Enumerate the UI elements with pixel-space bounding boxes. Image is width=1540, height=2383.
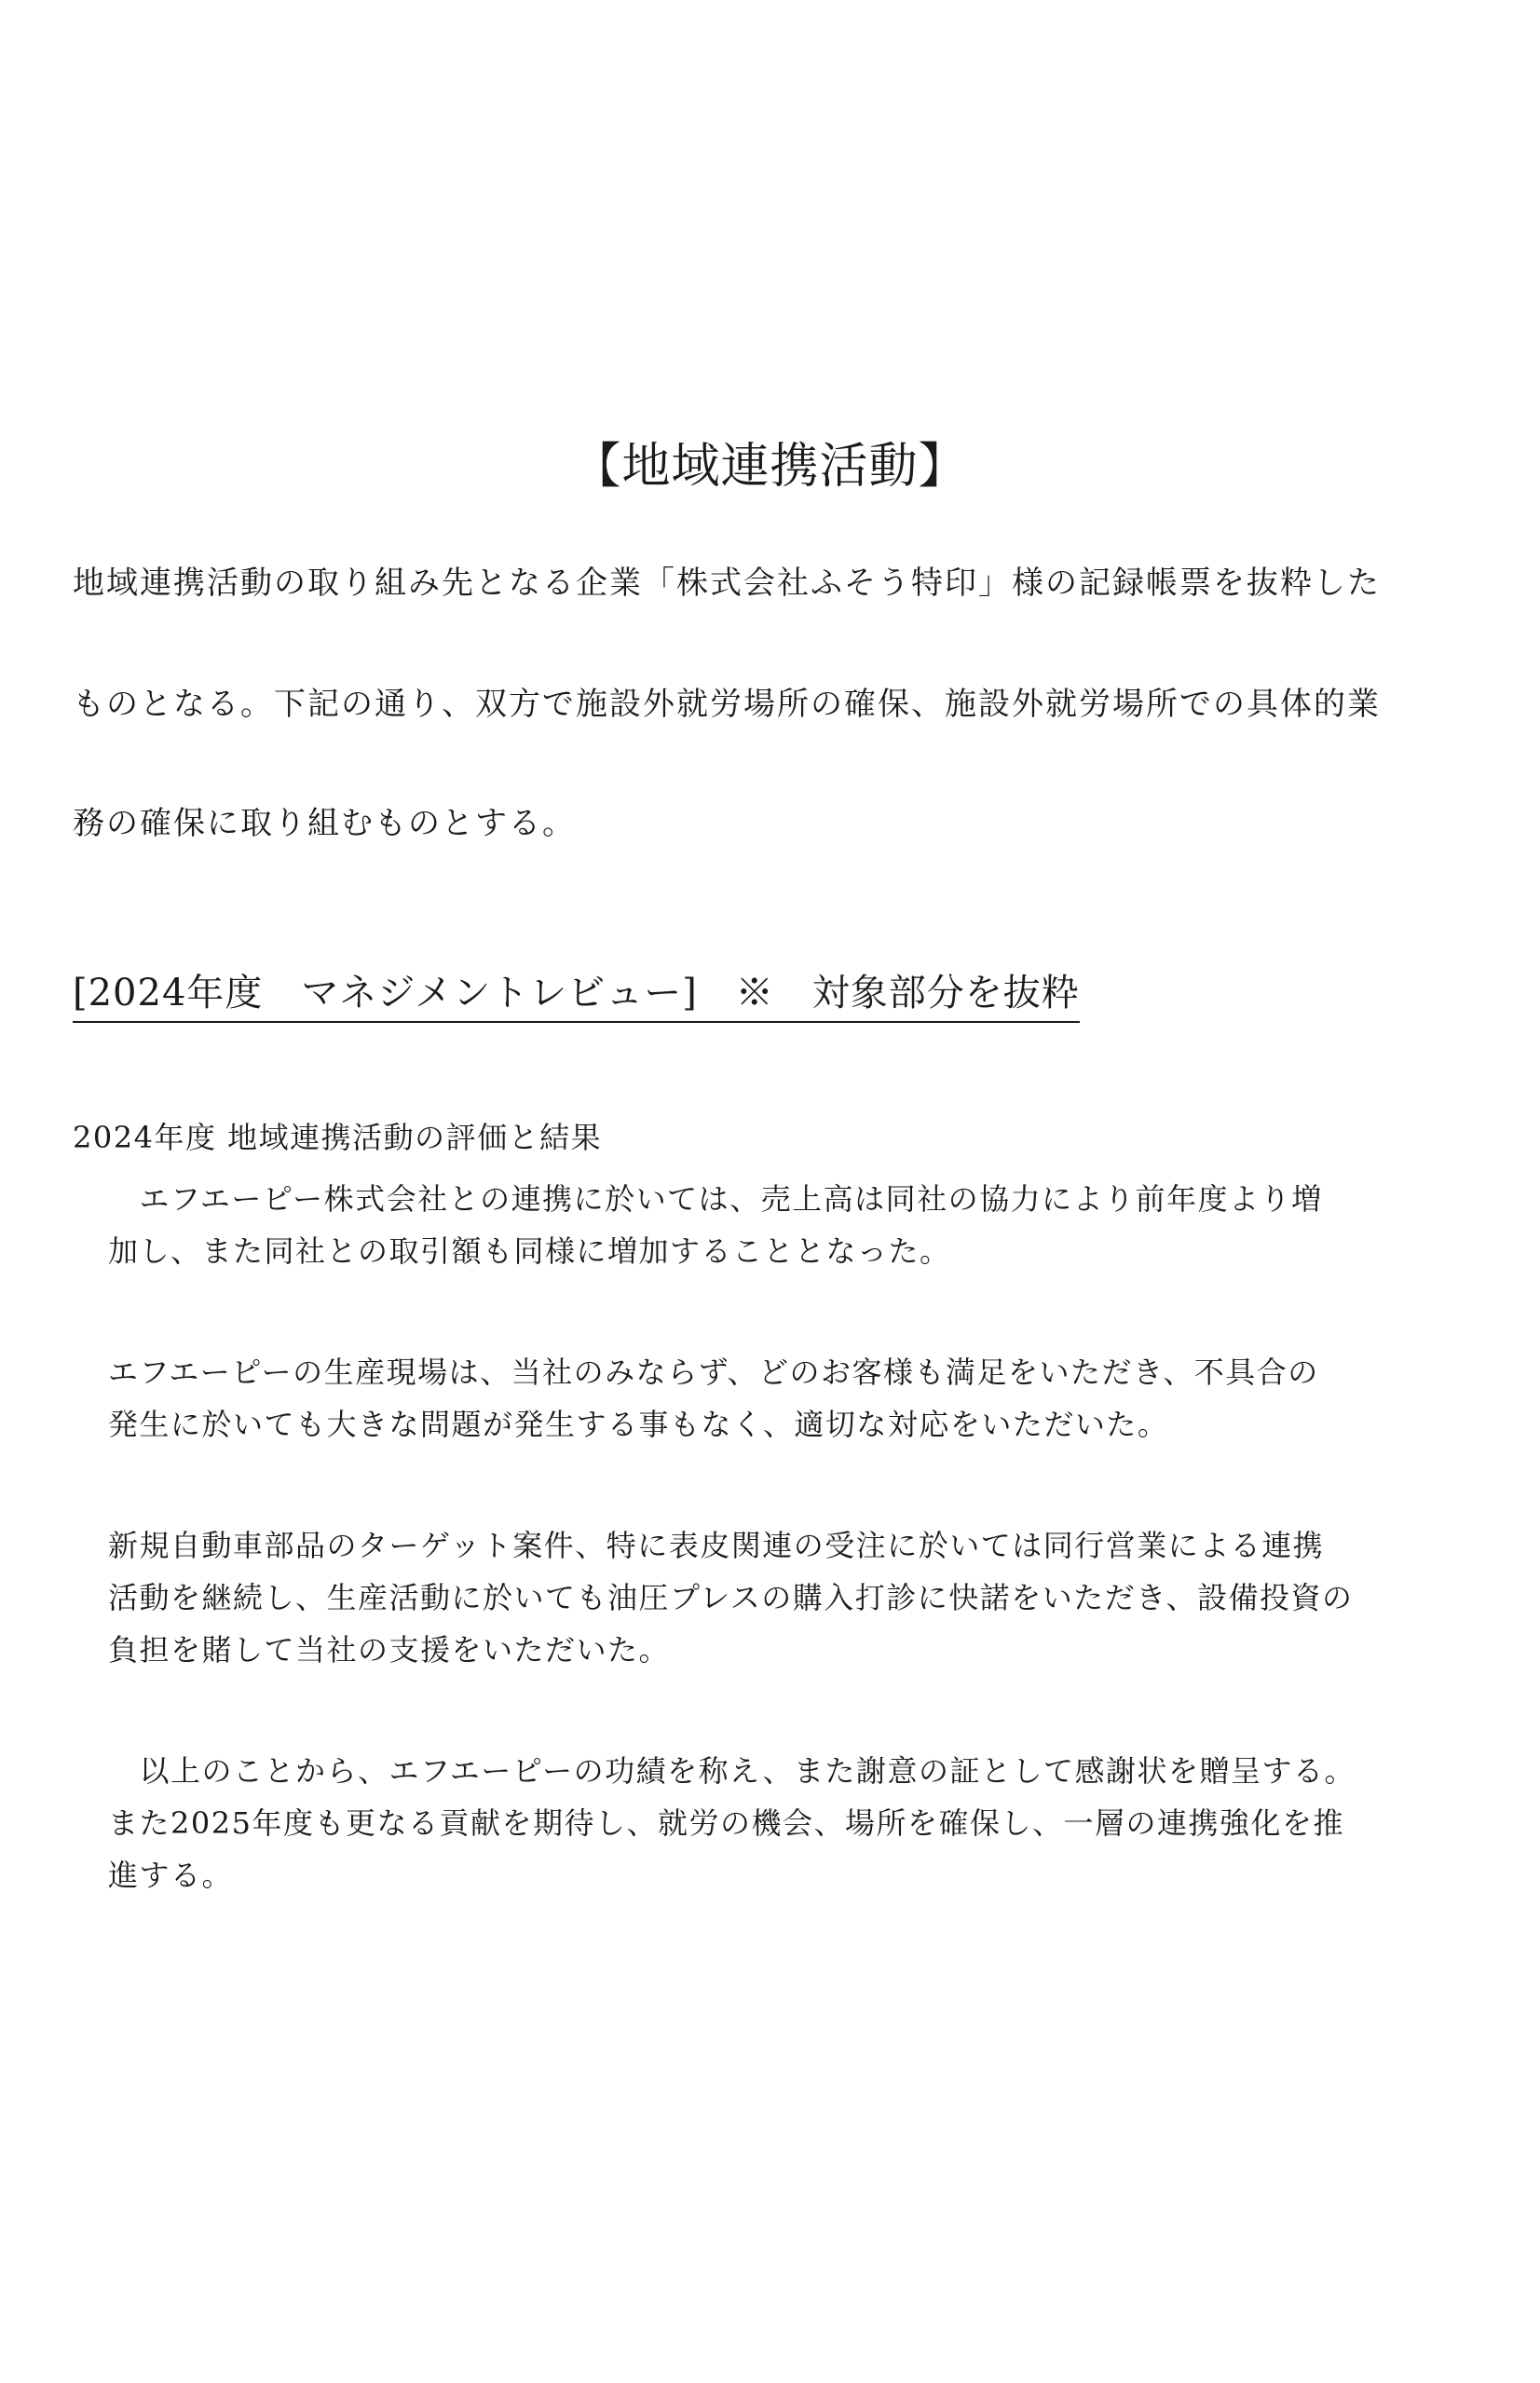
review-paragraph-4-line-3: 進する。 xyxy=(108,1858,234,1893)
review-paragraph-4-line-2: また2025年度も更なる貢献を期待し、就労の機会、場所を確保し、一層の連携強化を推 xyxy=(108,1805,1344,1841)
review-heading: 2024年度 地域連携活動の評価と結果 xyxy=(73,1120,603,1155)
review-paragraph-3-line-1: 新規自動車部品のターゲット案件、特に表皮関連の受注に於いては同行営業による連携 xyxy=(108,1528,1325,1563)
page-title: 【地域連携活動】 xyxy=(572,439,968,495)
review-paragraph-2-line-1: エフエーピーの生産現場は、当社のみならず、どのお客様も満足をいただき、不具合の xyxy=(108,1355,1319,1390)
intro-line-2: ものとなる。下記の通り、双方で施設外就労場所の確保、施設外就労場所での具体的業 xyxy=(73,686,1381,723)
section-heading: [2024年度 マネジメントレビュー] ※ 対象部分を抜粋 xyxy=(73,969,1080,1023)
review-paragraph-3-line-3: 負担を賭して当社の支援をいただいた。 xyxy=(108,1632,671,1668)
review-paragraph-2-line-2: 発生に於いても大きな問題が発生する事もなく、適切な対応をいただいた。 xyxy=(108,1407,1169,1442)
intro-line-1: 地域連携活動の取り組み先となる企業「株式会社ふそう特印」様の記録帳票を抜粋した xyxy=(73,565,1381,602)
intro-line-3: 務の確保に取り組むものとする。 xyxy=(73,805,576,842)
review-paragraph-4-line-1: 以上のことから、エフエーピーの功績を称え、また謝意の証として感謝状を贈呈する。 xyxy=(108,1753,1356,1789)
review-paragraph-1-line-1: エフエーピー株式会社との連携に於いては、売上高は同社の協力により前年度より増 xyxy=(108,1181,1323,1217)
review-paragraph-3-line-2: 活動を継続し、生産活動に於いても油圧プレスの購入打診に快諾をいただき、設備投資の xyxy=(108,1580,1354,1615)
review-paragraph-1-line-2: 加し、また同社との取引額も同様に増加することとなった。 xyxy=(108,1233,951,1269)
